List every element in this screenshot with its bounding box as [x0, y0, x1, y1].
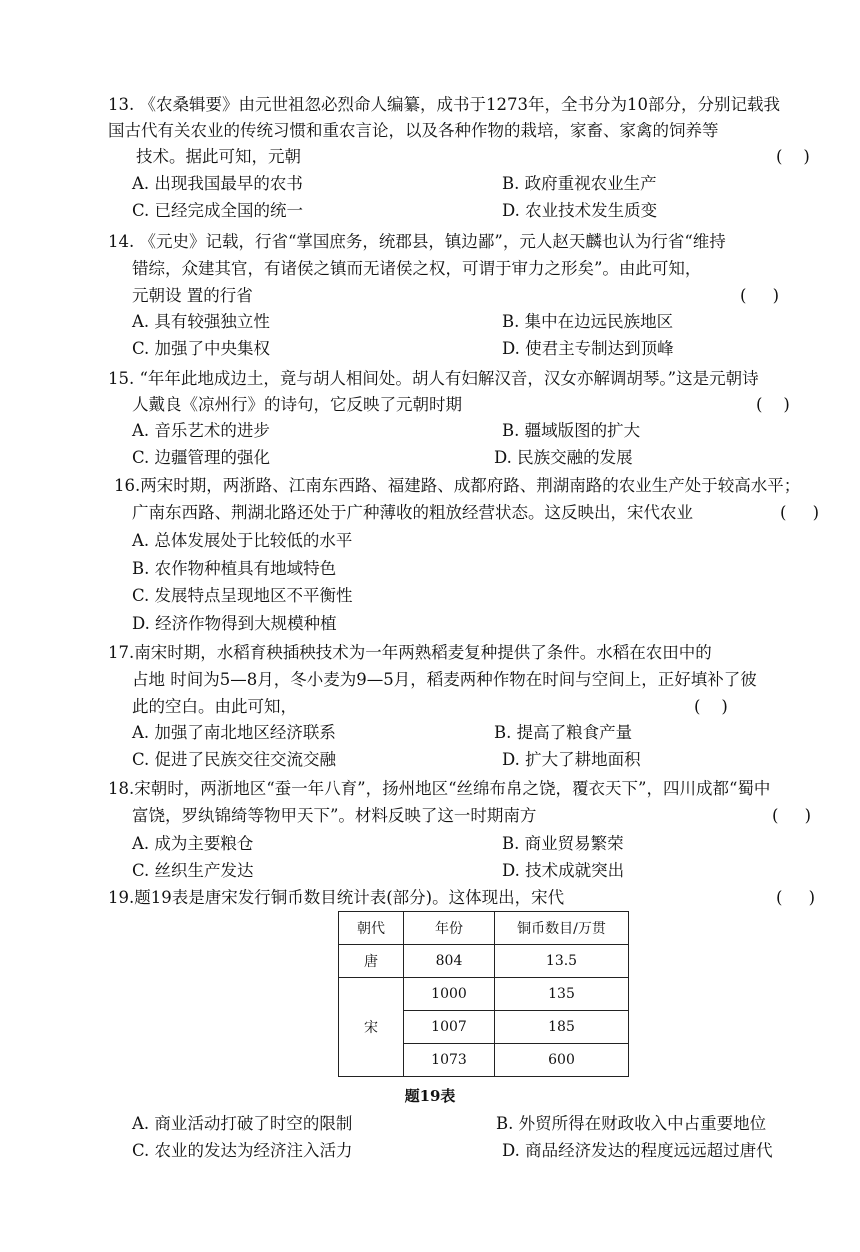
- amount-cell: 13.5: [495, 945, 629, 978]
- dynasty-cell: 唐: [339, 945, 404, 978]
- table-row: [339, 945, 629, 978]
- q14-stem-line2: 错综，众建其官，有诸侯之镇而无诸侯之权，可谓于审力之形矣”。由此可知，: [132, 259, 702, 278]
- year-cell: 804: [404, 945, 495, 978]
- q15-stem-line1: 15. “年年此地成边土，竟与胡人相间处。胡人有妇解汉音，汉女亦解调胡琴。”这是元朝诗: [108, 369, 759, 388]
- dynasty-cell: 宋: [339, 978, 404, 1077]
- q18-stem-line1: 18.宋朝时，两浙地区“蚕一年八育”，扬州地区“丝绵布帛之饶，覆衣天下”，四川成都“蜀中: [108, 779, 771, 798]
- q13-option-c: C. 已经完成全国的统一: [132, 201, 304, 220]
- q16-option-a: A. 总体发展处于比较低的水平: [132, 531, 353, 550]
- q15-option-b: B. 疆域版图的扩大: [502, 421, 641, 440]
- q17-option-d: D. 扩大了耕地面积: [502, 750, 641, 769]
- q16-answer-blank: ( ): [780, 503, 820, 522]
- q17-option-a: A. 加强了南北地区经济联系: [132, 723, 336, 742]
- q18-answer-blank: ( ): [772, 806, 812, 825]
- q18-option-b: B. 商业贸易繁荣: [502, 834, 624, 853]
- q15-option-c: C. 边疆管理的强化: [132, 448, 271, 467]
- q14-option-c: C. 加强了中央集权: [132, 339, 271, 358]
- q18-option-a: A. 成为主要粮仓: [132, 834, 254, 853]
- q19-option-a: A. 商业活动打破了时空的限制: [132, 1114, 353, 1133]
- table-caption: 题19表: [404, 1087, 456, 1105]
- year-cell: 1073: [404, 1044, 495, 1077]
- q17-option-b: B. 提高了粮食产量: [494, 723, 633, 742]
- q13-stem-line1: 13. 《农桑辑要》由元世祖忽必烈命人编纂，成书于1273年，全书分为10部分，分别记载我: [108, 95, 780, 114]
- q14-option-b: B. 集中在边远民族地区: [502, 312, 674, 331]
- q16-option-c: C. 发展特点呈现地区不平衡性: [132, 586, 353, 605]
- q16-stem-line1: 16.两宋时期，两浙路、江南东西路、福建路、成都府路、荆湖南路的农业生产处于较高水平；: [114, 476, 801, 495]
- table-header-row: [339, 912, 629, 945]
- amount-cell: 135: [495, 978, 629, 1011]
- q17-answer-blank: ( ): [694, 697, 728, 716]
- q18-option-c: C. 丝织生产发达: [132, 861, 254, 880]
- table-header-cell: 铜币数目/万贯: [495, 912, 629, 945]
- q13-stem-line3: 技术。据此可知，元朝: [136, 147, 301, 166]
- q18-option-d: D. 技术成就突出: [502, 861, 625, 880]
- table-row: [339, 978, 629, 1011]
- q13-answer-blank: ( ): [776, 147, 810, 166]
- q17-option-c: C. 促进了民族交往交流交融: [132, 750, 337, 769]
- q18-stem-line2: 富饶，罗纨锦绮等物甲天下”。材料反映了这一时期南方: [132, 806, 537, 825]
- year-cell: 1000: [404, 978, 495, 1011]
- q13-option-d: D. 农业技术发生质变: [502, 201, 658, 220]
- year-cell: 1007: [404, 1011, 495, 1044]
- q19-option-c: C. 农业的发达为经济注入活力: [132, 1141, 353, 1160]
- q13-option-b: B. 政府重视农业生产: [502, 174, 657, 193]
- q14-stem-line3: 元朝设 置的行省: [132, 286, 253, 305]
- q19-option-b: B. 外贸所得在财政收入中占重要地位: [496, 1114, 767, 1133]
- q13-option-a: A. 出现我国最早的农书: [132, 174, 303, 193]
- table-header-cell: 年份: [404, 912, 495, 945]
- q17-stem-line3: 此的空白。由此可知，: [132, 697, 297, 716]
- table-header-cell: 朝代: [339, 912, 404, 945]
- q17-stem-line1: 17.南宋时期，水稻育秧插秧技术为一年两熟稻麦复种提供了条件。水稻在农田中的: [108, 643, 712, 662]
- q17-stem-line2: 占地 时间为5—8月，冬小麦为9—5月，稻麦两种作物在时间与空间上，正好填补了彼: [132, 670, 757, 689]
- q14-option-d: D. 使君主专制达到顶峰: [502, 339, 674, 358]
- q16-option-b: B. 农作物种植具有地域特色: [132, 559, 337, 578]
- q15-option-a: A. 音乐艺术的进步: [132, 421, 270, 440]
- q19-stem-line1: 19.题19表是唐宋发行铜币数目统计表(部分)。这体现出，宋代: [108, 888, 565, 907]
- q14-stem-line1: 14. 《元史》记载，行省“掌国庶务，统郡县，镇边鄙”，元人赵天麟也认为行省“维持: [108, 232, 726, 251]
- q16-option-d: D. 经济作物得到大规模种植: [132, 614, 337, 633]
- q14-option-a: A. 具有较强独立性: [132, 312, 270, 331]
- q16-stem-line2: 广南东西路、荆湖北路还处于广种薄收的粗放经营状态。这反映出，宋代农业: [132, 503, 693, 522]
- amount-cell: 600: [495, 1044, 629, 1077]
- q14-answer-blank: ( ): [740, 286, 780, 305]
- q13-stem-line2: 国古代有关农业的传统习惯和重农言论，以及各种作物的栽培，家畜、家禽的饲养等: [108, 121, 719, 140]
- q15-option-d: D. 民族交融的发展: [494, 448, 633, 467]
- q19-table: [338, 911, 629, 1077]
- q15-answer-blank: ( ): [756, 395, 790, 414]
- q19-answer-blank: ( ): [776, 888, 816, 907]
- amount-cell: 185: [495, 1011, 629, 1044]
- q15-stem-line2: 人戴良《凉州行》的诗句，它反映了元朝时期: [132, 395, 462, 414]
- q19-option-d: D. 商品经济发达的程度远远超过唐代: [502, 1141, 773, 1160]
